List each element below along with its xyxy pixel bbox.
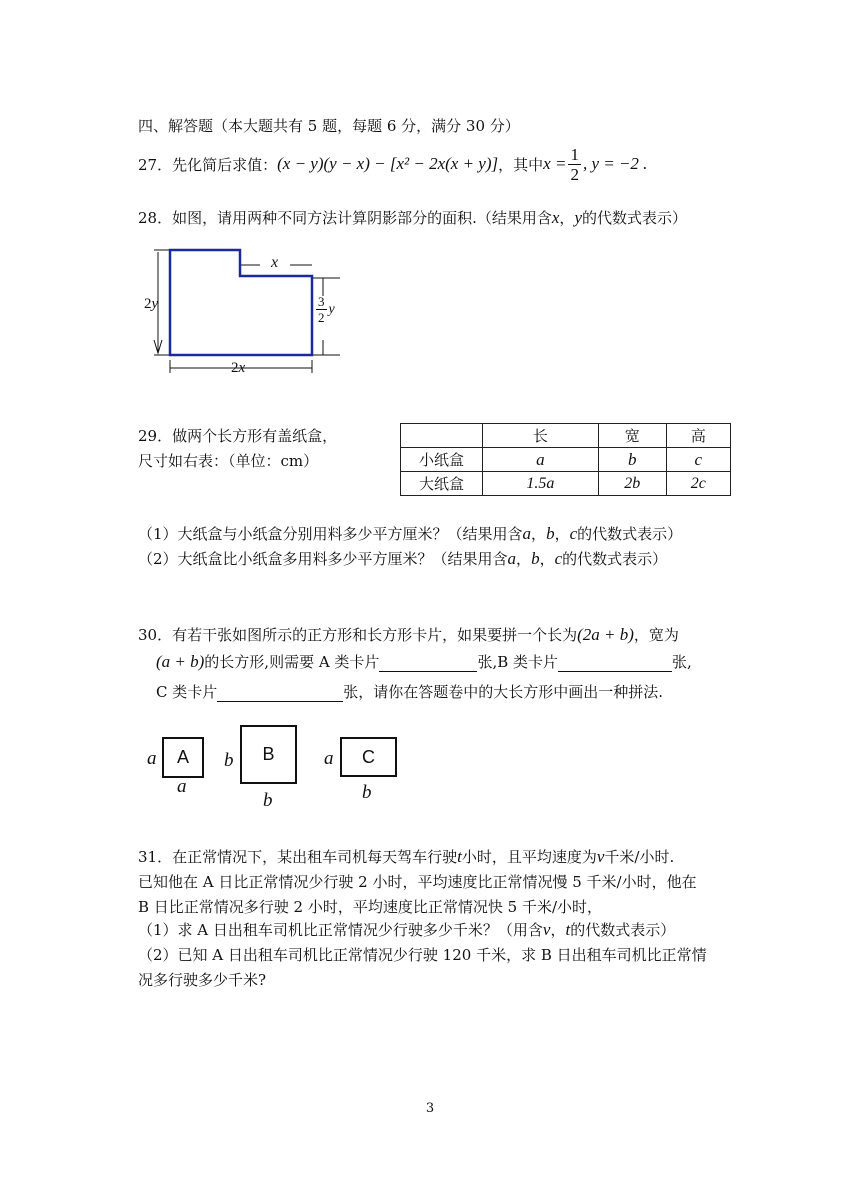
q28-right-fraction — [316, 295, 327, 324]
sep: ， — [554, 525, 570, 543]
q30-line1 — [138, 624, 679, 645]
q27-y-equals: , y = −2 . — [582, 154, 648, 173]
q29-sub2-text: （2）大纸盒比小纸盒多用料多少平方厘米？（结果用含 — [138, 550, 508, 568]
var-a: a — [522, 524, 532, 543]
q27-fraction — [568, 146, 581, 183]
q29-sub1 — [138, 523, 682, 544]
table-cell: 2c — [666, 472, 730, 496]
q31-sub1-var-v: v — [542, 920, 551, 939]
card-a-side-label: a — [147, 748, 157, 769]
table-header-cell: 宽 — [598, 424, 666, 448]
card-c-side-label: a — [324, 748, 334, 769]
q28-label-bottom — [231, 360, 245, 377]
q31-line3: B 日比正常情况多行驶 2 小时，平均速度比正常情况快 5 千米/小时， — [138, 898, 603, 916]
page-number: 3 — [425, 1101, 435, 1116]
q28-right-fraction-den: 2 — [318, 310, 325, 325]
q28-label-bottom-var: x — [238, 360, 246, 376]
card-b-side-label: b — [224, 750, 234, 771]
q31-sub1-end: 的代数式表示） — [570, 921, 676, 939]
sep: ， — [516, 550, 532, 568]
question-27 — [138, 144, 647, 184]
q31-sub1-var-t: t — [565, 920, 571, 939]
q31-line1 — [138, 846, 674, 867]
q30-line2 — [156, 651, 692, 672]
q30-zhang2: 张, — [672, 653, 692, 671]
q30-number: 30． — [138, 626, 173, 644]
q27-x-equals: x = — [543, 154, 567, 173]
table-cell: 2b — [598, 472, 666, 496]
q31-number: 31． — [138, 848, 173, 866]
q29-sub1-text: （1）大纸盒与小纸盒分别用料多少平方厘米？（结果用含 — [138, 525, 523, 543]
q31-text-c: 千米/小时. — [604, 848, 675, 866]
q28-right-fraction-num: 3 — [318, 294, 325, 309]
q31-text-a: 在正常情况下，某出租车司机每天驾车行驶 — [172, 848, 458, 866]
table-header-cell — [401, 424, 483, 448]
q29-sub1-end: 的代数式表示） — [577, 525, 683, 543]
table-header-cell: 长 — [483, 424, 599, 448]
var-b: b — [531, 549, 540, 568]
q29-sub2-end: 的代数式表示） — [562, 550, 668, 568]
q28-label-bottom-coef: 2 — [231, 360, 239, 376]
table-cell: b — [598, 448, 666, 472]
q30-width-expr: (a + b) — [156, 652, 205, 671]
var-b: b — [546, 524, 555, 543]
blank-a-count[interactable] — [379, 655, 477, 672]
card-c: C — [340, 737, 397, 777]
q30-length-expr: (2a + b) — [577, 625, 634, 644]
q31-sub1-sep: ， — [550, 921, 566, 939]
question-28 — [138, 207, 687, 228]
q29-line1-text: 做两个长方形有盖纸盒， — [172, 427, 338, 445]
var-a: a — [507, 549, 517, 568]
q27-fraction-numerator: 1 — [570, 144, 579, 164]
q28-right-var: y — [328, 301, 335, 317]
card-a: A — [162, 737, 204, 778]
q28-text: 如图，请用两种不同方法计算阴影部分的面积.（结果用含 — [172, 209, 552, 227]
q27-fraction-denominator: 2 — [570, 164, 579, 184]
q27-where: ，其中 — [498, 155, 544, 174]
table-cell: 大纸盒 — [401, 472, 483, 496]
q30-text-e: 张，请你在答题卷中的大长方形中画出一种拼法. — [343, 683, 664, 701]
card-c-bottom-label: b — [362, 782, 372, 803]
q29-line1 — [138, 425, 337, 446]
q28-label-left-var: y — [151, 296, 159, 312]
sep: ， — [531, 525, 547, 543]
q28-label-right — [314, 295, 335, 324]
q30-text-d: C 类卡片 — [156, 683, 218, 701]
table-cell: 1.5a — [483, 472, 599, 496]
table-header-row — [401, 424, 731, 448]
q30-zhang1: 张,B 类卡片 — [477, 653, 558, 671]
table-header-cell: 高 — [666, 424, 730, 448]
q30-text-b: ，宽为 — [633, 626, 679, 644]
q28-label-left — [144, 296, 158, 313]
blank-b-count[interactable] — [558, 655, 672, 672]
card-b: B — [240, 725, 297, 784]
table-row — [401, 448, 731, 472]
q28-sep: ， — [559, 209, 575, 227]
q31-sub1-text: （1）求 A 日出租车司机比正常情况少行驶多少千米？（用含 — [138, 921, 543, 939]
q27-number: 27． — [138, 155, 173, 174]
q31-sub2-cont: 况多行驶多少千米? — [138, 971, 267, 989]
q29-dimensions-table — [400, 423, 731, 496]
q28-label-left-coef: 2 — [144, 296, 152, 312]
q27-prompt: 先化简后求值： — [172, 155, 278, 174]
q28-label-top-x: x — [271, 254, 279, 271]
q31-var-v: v — [596, 847, 605, 866]
q29-sub2 — [138, 548, 667, 569]
q28-number: 28． — [138, 209, 173, 227]
q28-var-y: y — [574, 208, 582, 227]
q31-sub1 — [138, 919, 675, 940]
q31-text-b: 小时，且平均速度为 — [461, 848, 597, 866]
q27-expression: (x − y)(y − x) − [x² − 2x(x + y)] — [277, 154, 499, 173]
q30-line3 — [156, 681, 663, 702]
table-row — [401, 472, 731, 496]
shaded-region-outline — [170, 250, 312, 355]
var-c: c — [554, 549, 563, 568]
q31-line2: 已知他在 A 日比正常情况少行驶 2 小时，平均速度比正常情况慢 5 千米/小时，他在 — [138, 873, 697, 891]
blank-c-count[interactable] — [217, 685, 343, 702]
q31-sub2: （2）已知 A 日出租车司机比正常情况少行驶 120 千米，求 B 日出租车司机比正常情 — [138, 946, 707, 964]
section-heading: 四、解答题（本大题共有 5 题，每题 6 分，满分 30 分） — [138, 117, 520, 135]
q30-text-c: 的长方形,则需要 A 类卡片 — [204, 653, 380, 671]
q31-var-t: t — [457, 847, 462, 866]
sep: ， — [539, 550, 555, 568]
table-cell: a — [483, 448, 599, 472]
q29-line2: 尺寸如右表：（单位：cm） — [138, 452, 319, 470]
var-c: c — [569, 524, 578, 543]
q28-var-x: x — [551, 208, 560, 227]
q29-number: 29． — [138, 427, 173, 445]
table-cell: c — [666, 448, 730, 472]
card-b-bottom-label: b — [263, 790, 273, 811]
q28-text-end: 的代数式表示） — [581, 209, 687, 227]
table-cell: 小纸盒 — [401, 448, 483, 472]
q30-text-a: 有若干张如图所示的正方形和长方形卡片，如果要拼一个长为 — [172, 626, 578, 644]
card-a-bottom-label: a — [177, 776, 187, 797]
